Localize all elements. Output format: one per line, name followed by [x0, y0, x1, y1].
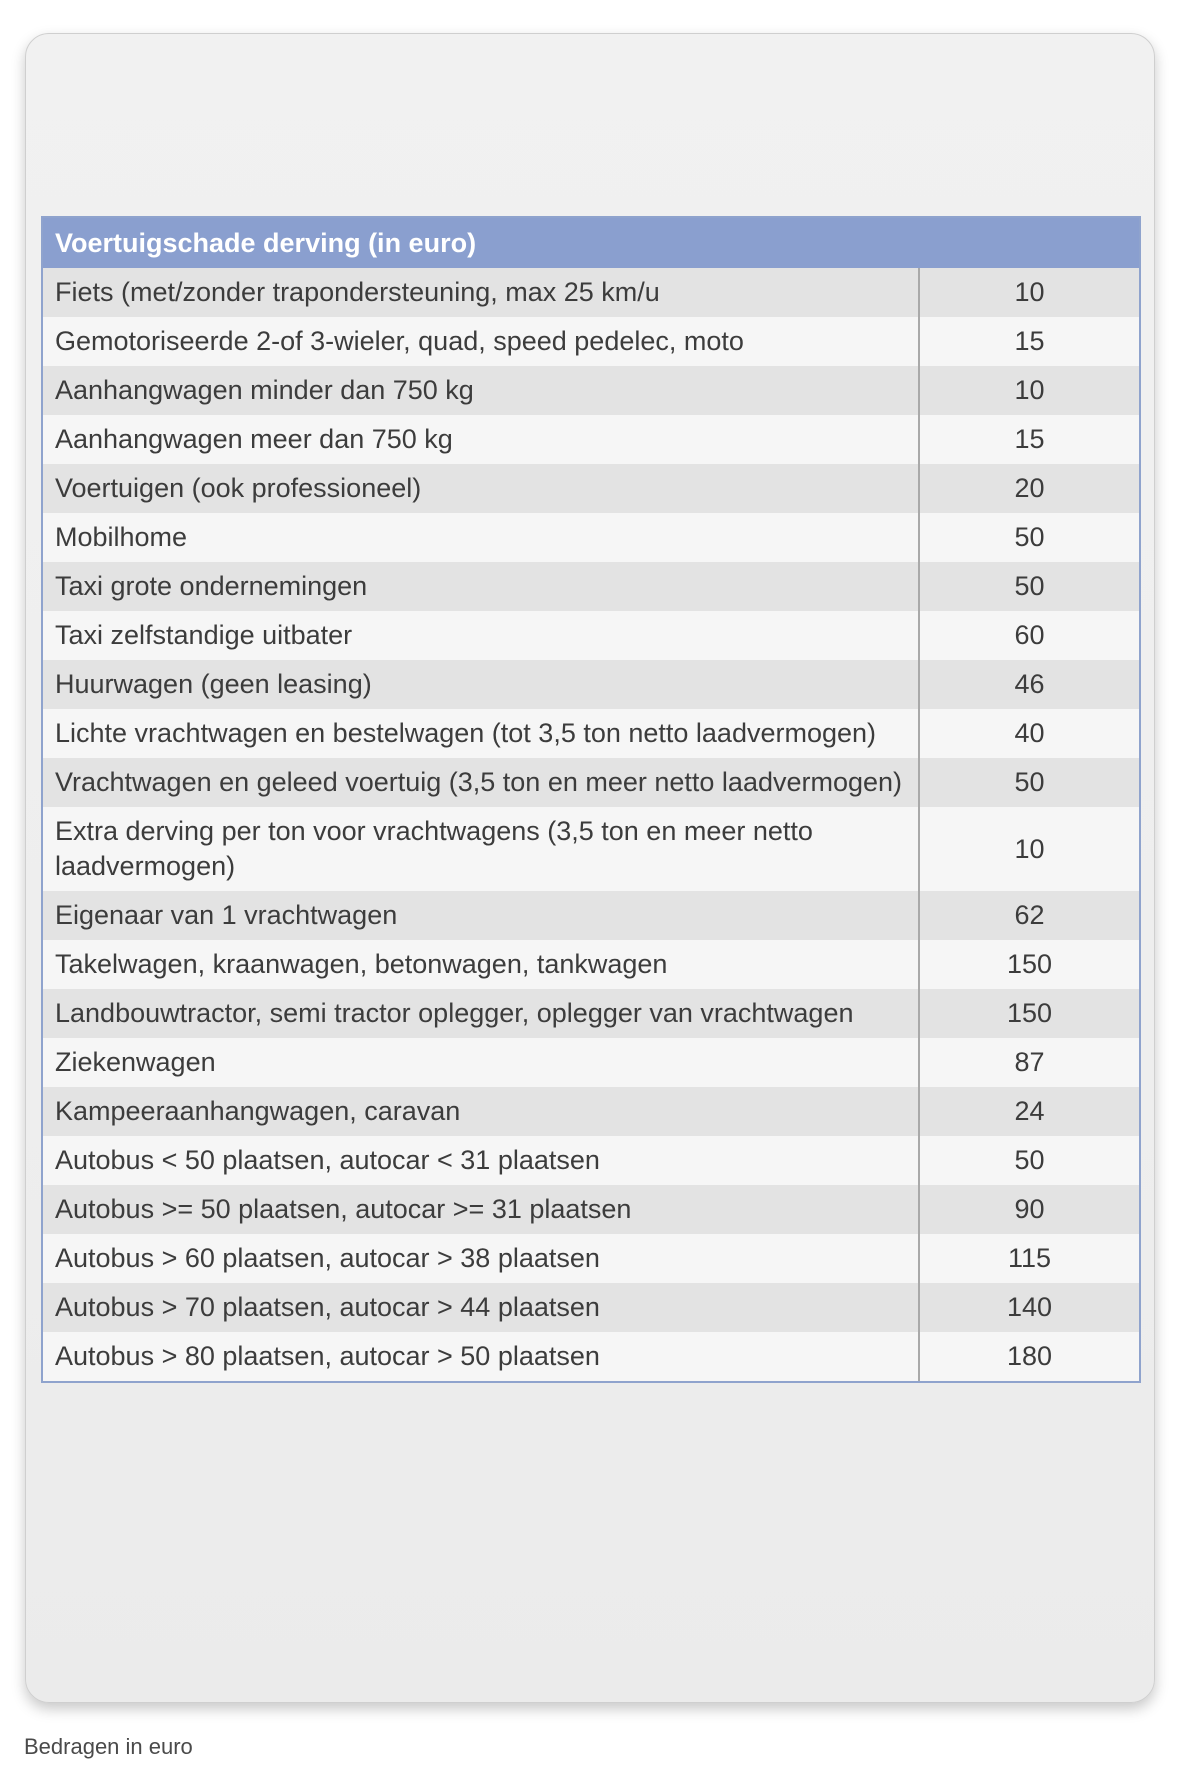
- table-row: [43, 611, 1139, 660]
- table-row: [43, 317, 1139, 366]
- amount-cell: 50: [919, 758, 1139, 807]
- table-row: [43, 1185, 1139, 1234]
- table-header: Voertuigschade derving (in euro): [43, 218, 1139, 268]
- amount-cell: 46: [919, 660, 1139, 709]
- table-row: [43, 660, 1139, 709]
- vehicle-type-cell: Ziekenwagen: [43, 1038, 919, 1087]
- amount-cell: 180: [919, 1332, 1139, 1381]
- amount-cell: 50: [919, 562, 1139, 611]
- vehicle-type-cell: Voertuigen (ook professioneel): [43, 464, 919, 513]
- table-row: [43, 758, 1139, 807]
- vehicle-type-cell: Mobilhome: [43, 513, 919, 562]
- amount-cell: 62: [919, 891, 1139, 940]
- vehicle-type-cell: Autobus > 60 plaatsen, autocar > 38 plaatsen: [43, 1234, 919, 1283]
- vehicle-type-cell: Aanhangwagen minder dan 750 kg: [43, 366, 919, 415]
- vehicle-type-cell: Eigenaar van 1 vrachtwagen: [43, 891, 919, 940]
- table-row: [43, 709, 1139, 758]
- derving-table: [43, 218, 1139, 1381]
- table-row: [43, 989, 1139, 1038]
- vehicle-type-cell: Vrachtwagen en geleed voertuig (3,5 ton en meer netto laadvermogen): [43, 758, 919, 807]
- vehicle-type-cell: Gemotoriseerde 2-of 3-wieler, quad, speed pedelec, moto: [43, 317, 919, 366]
- amount-cell: 15: [919, 317, 1139, 366]
- amount-cell: 90: [919, 1185, 1139, 1234]
- amount-cell: 87: [919, 1038, 1139, 1087]
- derving-table-frame: [41, 216, 1141, 1383]
- vehicle-type-cell: Landbouwtractor, semi tractor oplegger, oplegger van vrachtwagen: [43, 989, 919, 1038]
- table-row: [43, 1332, 1139, 1381]
- table-row: [43, 1234, 1139, 1283]
- vehicle-type-cell: Kampeeraanhangwagen, caravan: [43, 1087, 919, 1136]
- amount-cell: 15: [919, 415, 1139, 464]
- amount-cell: 40: [919, 709, 1139, 758]
- vehicle-type-cell: Autobus > 80 plaatsen, autocar > 50 plaatsen: [43, 1332, 919, 1381]
- amount-cell: 10: [919, 268, 1139, 317]
- vehicle-type-cell: Extra derving per ton voor vrachtwagens (3,5 ton en meer netto laadvermogen): [43, 807, 919, 891]
- vehicle-type-cell: Lichte vrachtwagen en bestelwagen (tot 3,5 ton netto laadvermogen): [43, 709, 919, 758]
- vehicle-type-cell: Huurwagen (geen leasing): [43, 660, 919, 709]
- amount-cell: 10: [919, 807, 1139, 891]
- table-row: [43, 562, 1139, 611]
- footnote: Bedragen in euro: [24, 1734, 193, 1759]
- vehicle-type-cell: Fiets (met/zonder trapondersteuning, max 25 km/u: [43, 268, 919, 317]
- amount-cell: 20: [919, 464, 1139, 513]
- table-row: [43, 366, 1139, 415]
- table-row: [43, 891, 1139, 940]
- vehicle-type-cell: Takelwagen, kraanwagen, betonwagen, tankwagen: [43, 940, 919, 989]
- table-row: [43, 1136, 1139, 1185]
- vehicle-type-cell: Taxi grote ondernemingen: [43, 562, 919, 611]
- vehicle-type-cell: Autobus > 70 plaatsen, autocar > 44 plaatsen: [43, 1283, 919, 1332]
- amount-cell: 50: [919, 1136, 1139, 1185]
- vehicle-type-cell: Taxi zelfstandige uitbater: [43, 611, 919, 660]
- amount-cell: 150: [919, 989, 1139, 1038]
- amount-cell: 60: [919, 611, 1139, 660]
- vehicle-type-cell: Autobus >= 50 plaatsen, autocar >= 31 plaatsen: [43, 1185, 919, 1234]
- table-row: [43, 940, 1139, 989]
- amount-cell: 24: [919, 1087, 1139, 1136]
- amount-cell: 140: [919, 1283, 1139, 1332]
- amount-cell: 150: [919, 940, 1139, 989]
- vehicle-type-cell: Autobus < 50 plaatsen, autocar < 31 plaatsen: [43, 1136, 919, 1185]
- table-row: [43, 1038, 1139, 1087]
- table-row: [43, 268, 1139, 317]
- table-card: [25, 33, 1155, 1703]
- table-row: [43, 415, 1139, 464]
- table-header-row: [43, 218, 1139, 268]
- table-row: [43, 807, 1139, 891]
- table-row: [43, 464, 1139, 513]
- table-row: [43, 1283, 1139, 1332]
- amount-cell: 10: [919, 366, 1139, 415]
- table-body: [43, 268, 1139, 1381]
- table-row: [43, 513, 1139, 562]
- vehicle-type-cell: Aanhangwagen meer dan 750 kg: [43, 415, 919, 464]
- table-row: [43, 1087, 1139, 1136]
- amount-cell: 50: [919, 513, 1139, 562]
- amount-cell: 115: [919, 1234, 1139, 1283]
